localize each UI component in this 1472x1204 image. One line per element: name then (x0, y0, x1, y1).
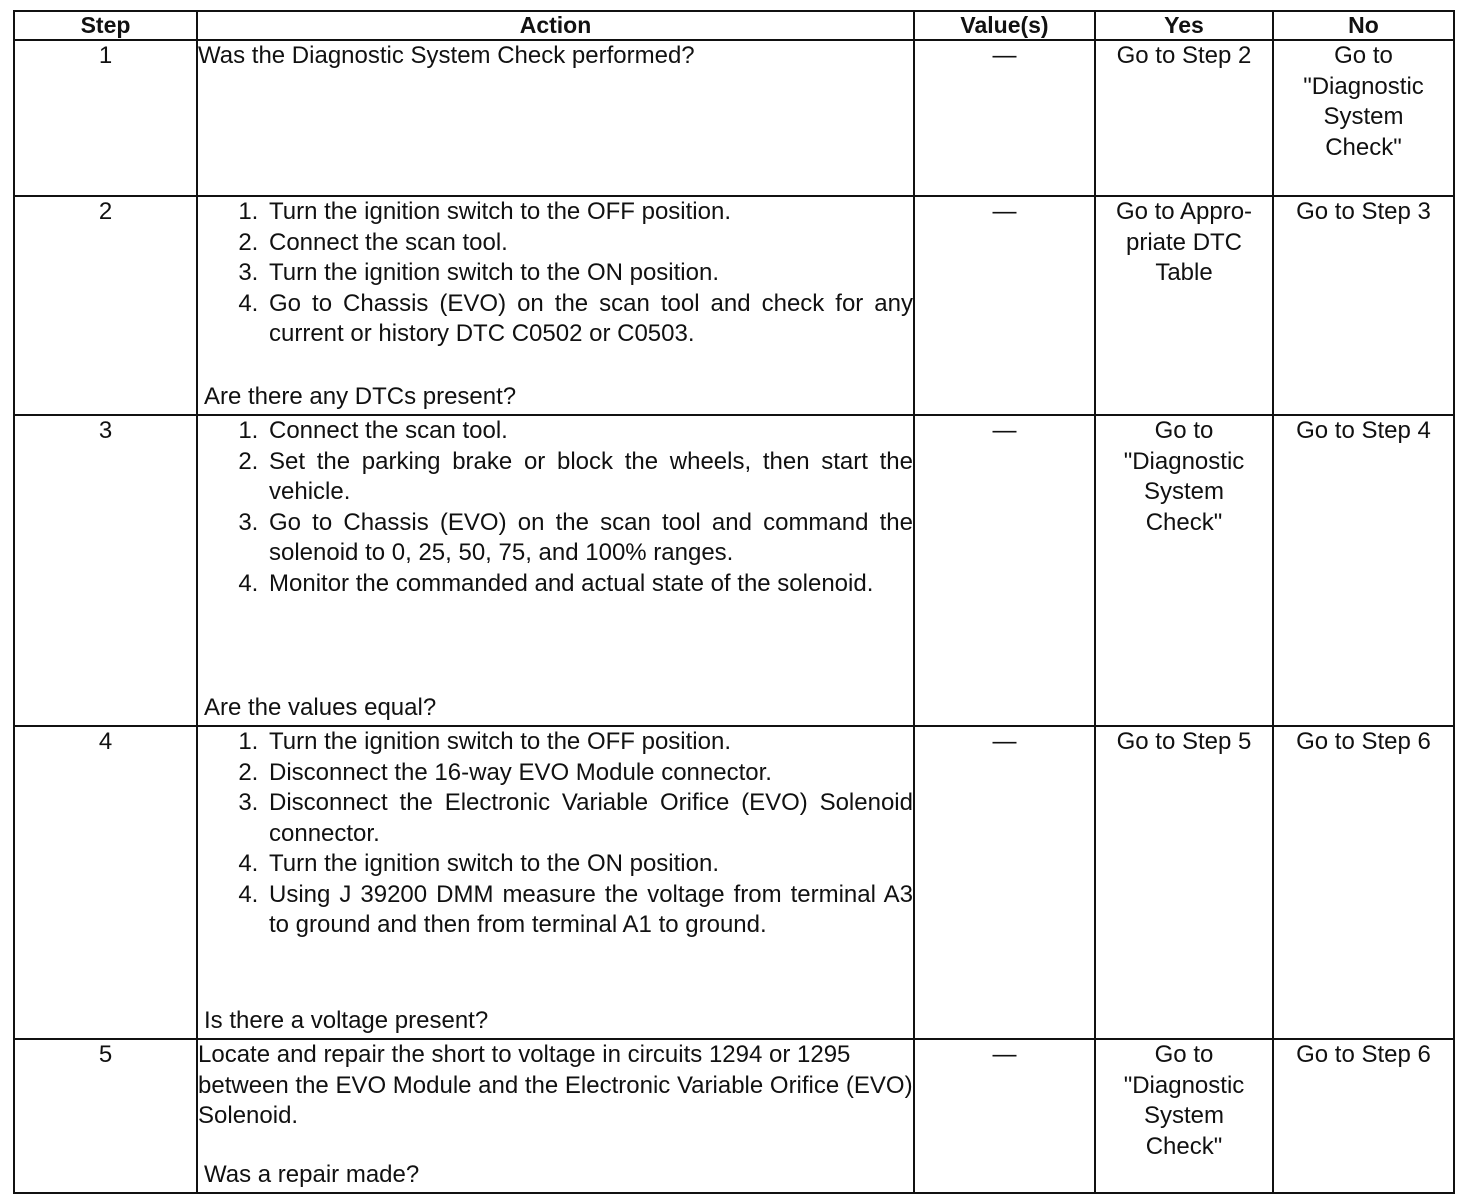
action-question: Are the values equal? (204, 693, 437, 721)
action-question: Is there a voltage present? (204, 1006, 489, 1034)
no-cell: Go to Step 4 (1273, 415, 1454, 726)
action-question: Are there any DTCs present? (204, 382, 517, 410)
yes-cell: Go to Step 5 (1095, 726, 1273, 1039)
action-step: 1. Turn the ignition switch to the OFF position. (265, 727, 913, 758)
step-number: 2 (14, 196, 197, 415)
value-cell: — (914, 196, 1095, 415)
action-cell (197, 726, 914, 1039)
action-step: 4. Monitor the commanded and actual state of the solenoid. (265, 569, 913, 600)
step-number: 1 (14, 40, 197, 196)
value-cell: — (914, 415, 1095, 726)
header-action: Action (197, 11, 914, 40)
action-question: Was a repair made? (204, 1160, 420, 1188)
step-number: 5 (14, 1039, 197, 1193)
table-row (14, 726, 1454, 1039)
action-cell (197, 1039, 914, 1193)
action-step: 2. Set the parking brake or block the wheels, then start the vehicle. (265, 447, 913, 508)
table-row (14, 196, 1454, 415)
table-row (14, 40, 1454, 196)
action-step: 1. Connect the scan tool. (265, 416, 913, 447)
action-step: 4. Go to Chassis (EVO) on the scan tool and check for any current or history DTC C0502 or C0503. (265, 289, 913, 350)
no-cell: Go to Step 3 (1273, 196, 1454, 415)
step-number: 3 (14, 415, 197, 726)
no-cell: Go to Step 6 (1273, 1039, 1454, 1193)
value-cell: — (914, 40, 1095, 196)
action-steps (198, 197, 913, 350)
value-cell: — (914, 726, 1095, 1039)
action-step: 4. Turn the ignition switch to the ON position. (265, 849, 913, 880)
no-cell: Go to "Diagnostic System Check" (1273, 40, 1454, 196)
yes-cell: Go to Step 2 (1095, 40, 1273, 196)
action-step: 3. Go to Chassis (EVO) on the scan tool and command the solenoid to 0, 25, 50, 75, and 100% ranges. (265, 508, 913, 569)
table-row (14, 415, 1454, 726)
action-text: Was the Diagnostic System Check performed? (198, 42, 695, 69)
action-step: 2. Disconnect the 16-way EVO Module connector. (265, 758, 913, 789)
header-no: No (1273, 11, 1454, 40)
value-cell: — (914, 1039, 1095, 1193)
action-step: 3. Disconnect the Electronic Variable Orifice (EVO) Solenoid connector. (265, 788, 913, 849)
action-steps (198, 416, 913, 599)
action-steps (198, 727, 913, 941)
header-yes: Yes (1095, 11, 1273, 40)
header-row (14, 11, 1454, 40)
action-step: 3. Turn the ignition switch to the ON position. (265, 258, 913, 289)
action-step: 2. Connect the scan tool. (265, 228, 913, 259)
no-cell: Go to Step 6 (1273, 726, 1454, 1039)
action-cell (197, 196, 914, 415)
action-cell (197, 40, 914, 196)
action-step: 1. Turn the ignition switch to the OFF position. (265, 197, 913, 228)
action-text: Locate and repair the short to voltage in circuits 1294 or 1295 between the EVO Module and the Electronic Variable Orifice (EVO) Solenoid. (198, 1041, 913, 1129)
action-cell (197, 415, 914, 726)
step-number: 4 (14, 726, 197, 1039)
yes-cell: Go to "Diagnostic System Check" (1095, 1039, 1273, 1193)
yes-cell: Go to Appro- priate DTC Table (1095, 196, 1273, 415)
diagnostic-table (13, 10, 1455, 1194)
header-step: Step (14, 11, 197, 40)
table-row (14, 1039, 1454, 1193)
action-step: 4. Using J 39200 DMM measure the voltage from terminal A3 to ground and then from terminal A1 to ground. (265, 880, 913, 941)
header-values: Value(s) (914, 11, 1095, 40)
yes-cell: Go to "Diagnostic System Check" (1095, 415, 1273, 726)
